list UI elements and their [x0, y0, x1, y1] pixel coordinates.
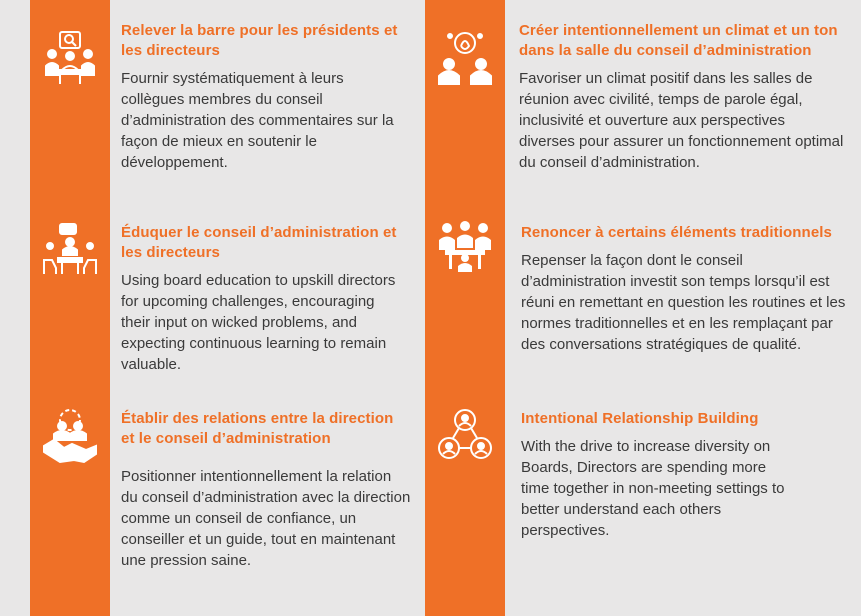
item-body: Fournir systématiquement à leurs collègues membres du conseil d’administration des commentaires sur la façon de mieux en soutenir le développement. [121, 70, 394, 171]
item-give-up-traditions [521, 223, 846, 355]
meeting-review-icon [42, 30, 98, 86]
item-title: Créer intentionnellement un climat et un ton dans la salle du conseil d’administration [519, 22, 838, 59]
handshake-icon [42, 408, 98, 464]
item-body: With the drive to increase diversity on Boards, Directors are spending more time together in non-meeting settings to better understand each others perspectives. [521, 438, 785, 539]
board-table-icon [437, 218, 493, 274]
item-build-relations [121, 409, 411, 571]
item-title: Intentional Relationship Building [521, 410, 759, 427]
item-title: Renoncer à certains éléments traditionnels [521, 224, 832, 241]
item-body: Repenser la façon dont le conseil d’administration investit son temps lorsqu’il est réuni en remettant en question les routines et les normes traditionnelles et en les remplaçant par des conversations stratégiques de qualité. [521, 252, 846, 353]
left-accent-strip [30, 0, 110, 616]
item-title: Relever la barre pour les présidents et les directeurs [121, 22, 398, 59]
item-relationship-building [521, 409, 791, 541]
item-body: Using board education to upskill directors for upcoming challenges, encouraging their input on wicked problems, and expecting continuous learning to remain valuable. [121, 272, 396, 373]
team-idea-icon [437, 30, 493, 86]
item-title: Établir des relations entre la direction et le conseil d’administration [121, 410, 394, 447]
item-title: Éduquer le conseil d’administration et les directeurs [121, 224, 397, 261]
classroom-icon [42, 222, 98, 278]
item-create-climate [519, 21, 844, 173]
item-raise-bar [121, 21, 411, 173]
item-body: Positionner intentionnellement la relation du conseil d’administration avec la direction comme un conseil de confiance, un conseiller et un guide, tout en maintenant une pression saine. [121, 468, 411, 569]
item-educate-board [121, 223, 406, 375]
network-people-icon [437, 408, 493, 464]
item-body: Favoriser un climat positif dans les salles de réunion avec civilité, temps de parole égal, inclusivité et ouverture aux perspectives diverses pour assurer un fonctionnement optimal du conseil d’administration. [519, 70, 844, 171]
right-accent-strip [425, 0, 505, 616]
